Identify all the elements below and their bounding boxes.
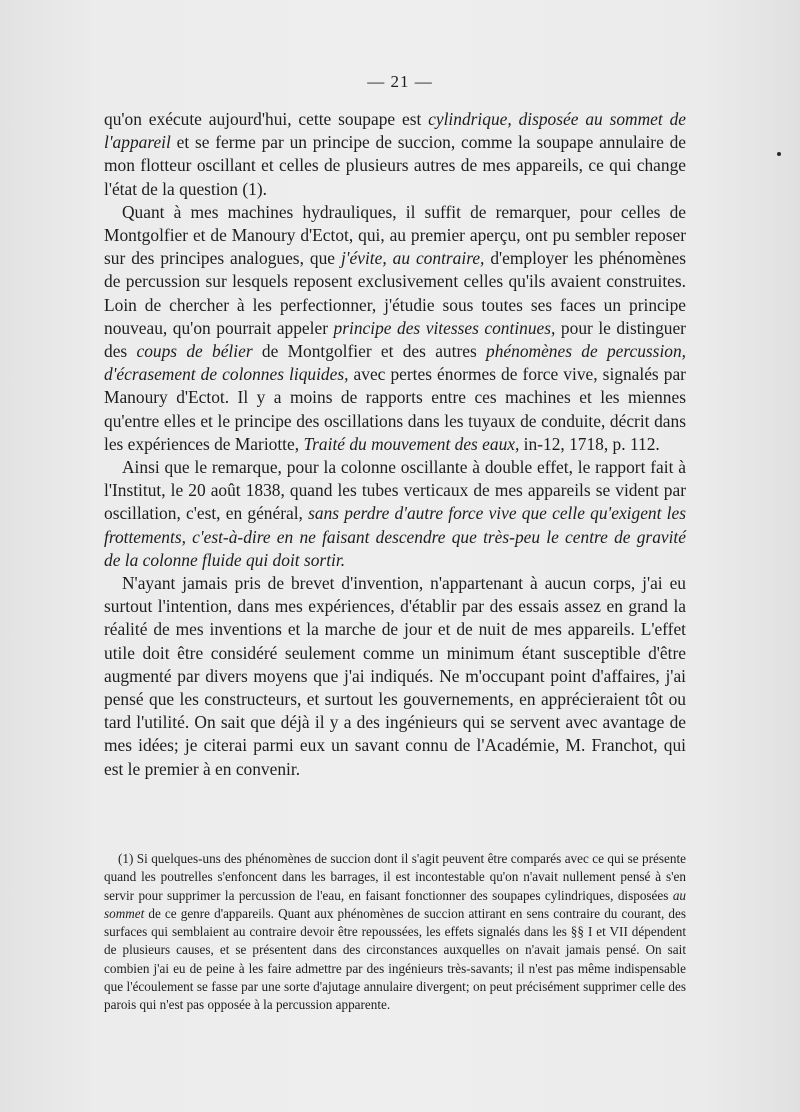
italic-text: sans perdre d'autre force vive que celle qu'exigent les frottements, c'est-à-dire en ne faisant descendre que très-peu le centre de gravité de la colonne fluide qui doit sortir. <box>104 503 686 570</box>
paragraph <box>104 456 686 572</box>
text-run: d'employer les phénomènes de percussion sur lesquels reposent exclusivement celles qu'ils avaient construites. Loin de chercher à les perfectionner, j'étudie sous toutes ses faces un principe nouveau, qu'on pourrait appeler <box>104 248 687 338</box>
body-text <box>104 108 686 781</box>
paragraph <box>104 201 686 456</box>
italic-text: phénomènes de percussion, d'écrasement de colonnes liquides, <box>104 341 687 385</box>
text-run: (1) Si quelques-uns des phénomènes de succion dont il s'agit peuvent être comparés avec ce qui se présente quand les poutrelles s'enfoncent dans les barrages, il est incontestable qu'on n'avait nullement pensé à s'en servir pour supprimer la percussion de l'eau, en faisant fonctionner des soupapes cylindriques, disposées <box>104 851 686 903</box>
text-run: de Montgolfier et des autres <box>252 341 487 362</box>
italic-text: Traité du mouvement des eaux, <box>303 433 520 454</box>
paragraph <box>104 572 686 781</box>
paragraph <box>104 108 686 201</box>
page-number: — 21 — <box>367 72 433 91</box>
text-run: Ainsi que le remarque, pour la colonne oscillante à double effet, le rapport fait à l'Institut, le 20 août 1838, quand les tubes verticaux de mes appareils se vident par oscillation, c'est, en général, <box>104 457 686 524</box>
text-run: qu'on exécute aujourd'hui, cette soupape est <box>104 109 429 129</box>
footnote-text <box>104 850 686 1015</box>
text-run: avec pertes énormes de force vive, signalés par Manoury d'Ectot. Il y a moins de rapports entre ces machines et les miennes qu'entre elles et le principe des oscillations dans les tuyaux de conduite, décrit dans les expériences de Mariotte, <box>104 364 686 454</box>
text-run: in-12, 1718, p. 112. <box>519 433 660 454</box>
print-speck <box>777 152 781 156</box>
italic-text: coups de bélier <box>136 341 253 362</box>
italic-text: principe des vitesses continues, <box>333 317 556 338</box>
text-run: Quant à mes machines hydrauliques, il suffit de remarquer, pour celles de Montgolfier et de Manoury d'Ectot, qui, au premier aperçu, ont pu sembler reposer sur des principes analogues, que <box>104 201 686 269</box>
italic-text: j'évite, au contraire, <box>340 248 485 269</box>
footnote <box>104 850 686 1015</box>
text-run: de ce genre d'appareils. Quant aux phénomènes de succion attirant en sens contraire du courant, des surfaces qui semblaient au contraire devoir être repoussées, les effets signalés dans les §§ I et VII dépendent de plusieurs causes, et se présentent dans des circonstances auxquelles on n'avait jamais pensé. On sait combien j'ai eu de peine à les faire admettre par des ingénieurs très-savants; il n'est pas même indispensable que l'écoulement se fasse par une sorte d'ajutage annulaire divergent; on peut précisément supprimer celle des parois qui n'est pas opposée à la percussion apparente. <box>104 905 686 1013</box>
italic-text: cylindrique, disposée au sommet de l'appareil <box>104 109 686 153</box>
text-run: pour le distinguer des <box>104 317 686 362</box>
text-run: N'ayant jamais pris de brevet d'invention, n'appartenant à aucun corps, j'ai eu surtout l'intention, dans mes expériences, d'établir par des essais assez en grand la réalité de mes inventions et la marche de jour et de nuit de mes appareils. L'effet utile doit être considéré seulement comme un minimum étant susceptible d'être augmenté par divers moyens que j'ai indiqués. Ne m'occupant point d'affaires, j'ai pensé que les constructeurs, et surtout les gouvernements, en apprécieraient tôt ou tard l'utilité. On sait que déjà il y a des ingénieurs qui se servent avec avantage de mes idées; je citerai parmi eux un savant connu de l'Académie, M. Franchot, qui est le premier à en convenir. <box>104 573 686 779</box>
text-run: et se ferme par un principe de succion, comme la soupape annulaire de mon flotteur oscillant et celles de plusieurs autres de mes appareils, ce qui change l'état de la question (1). <box>104 132 686 199</box>
italic-text: au sommet <box>104 887 686 921</box>
